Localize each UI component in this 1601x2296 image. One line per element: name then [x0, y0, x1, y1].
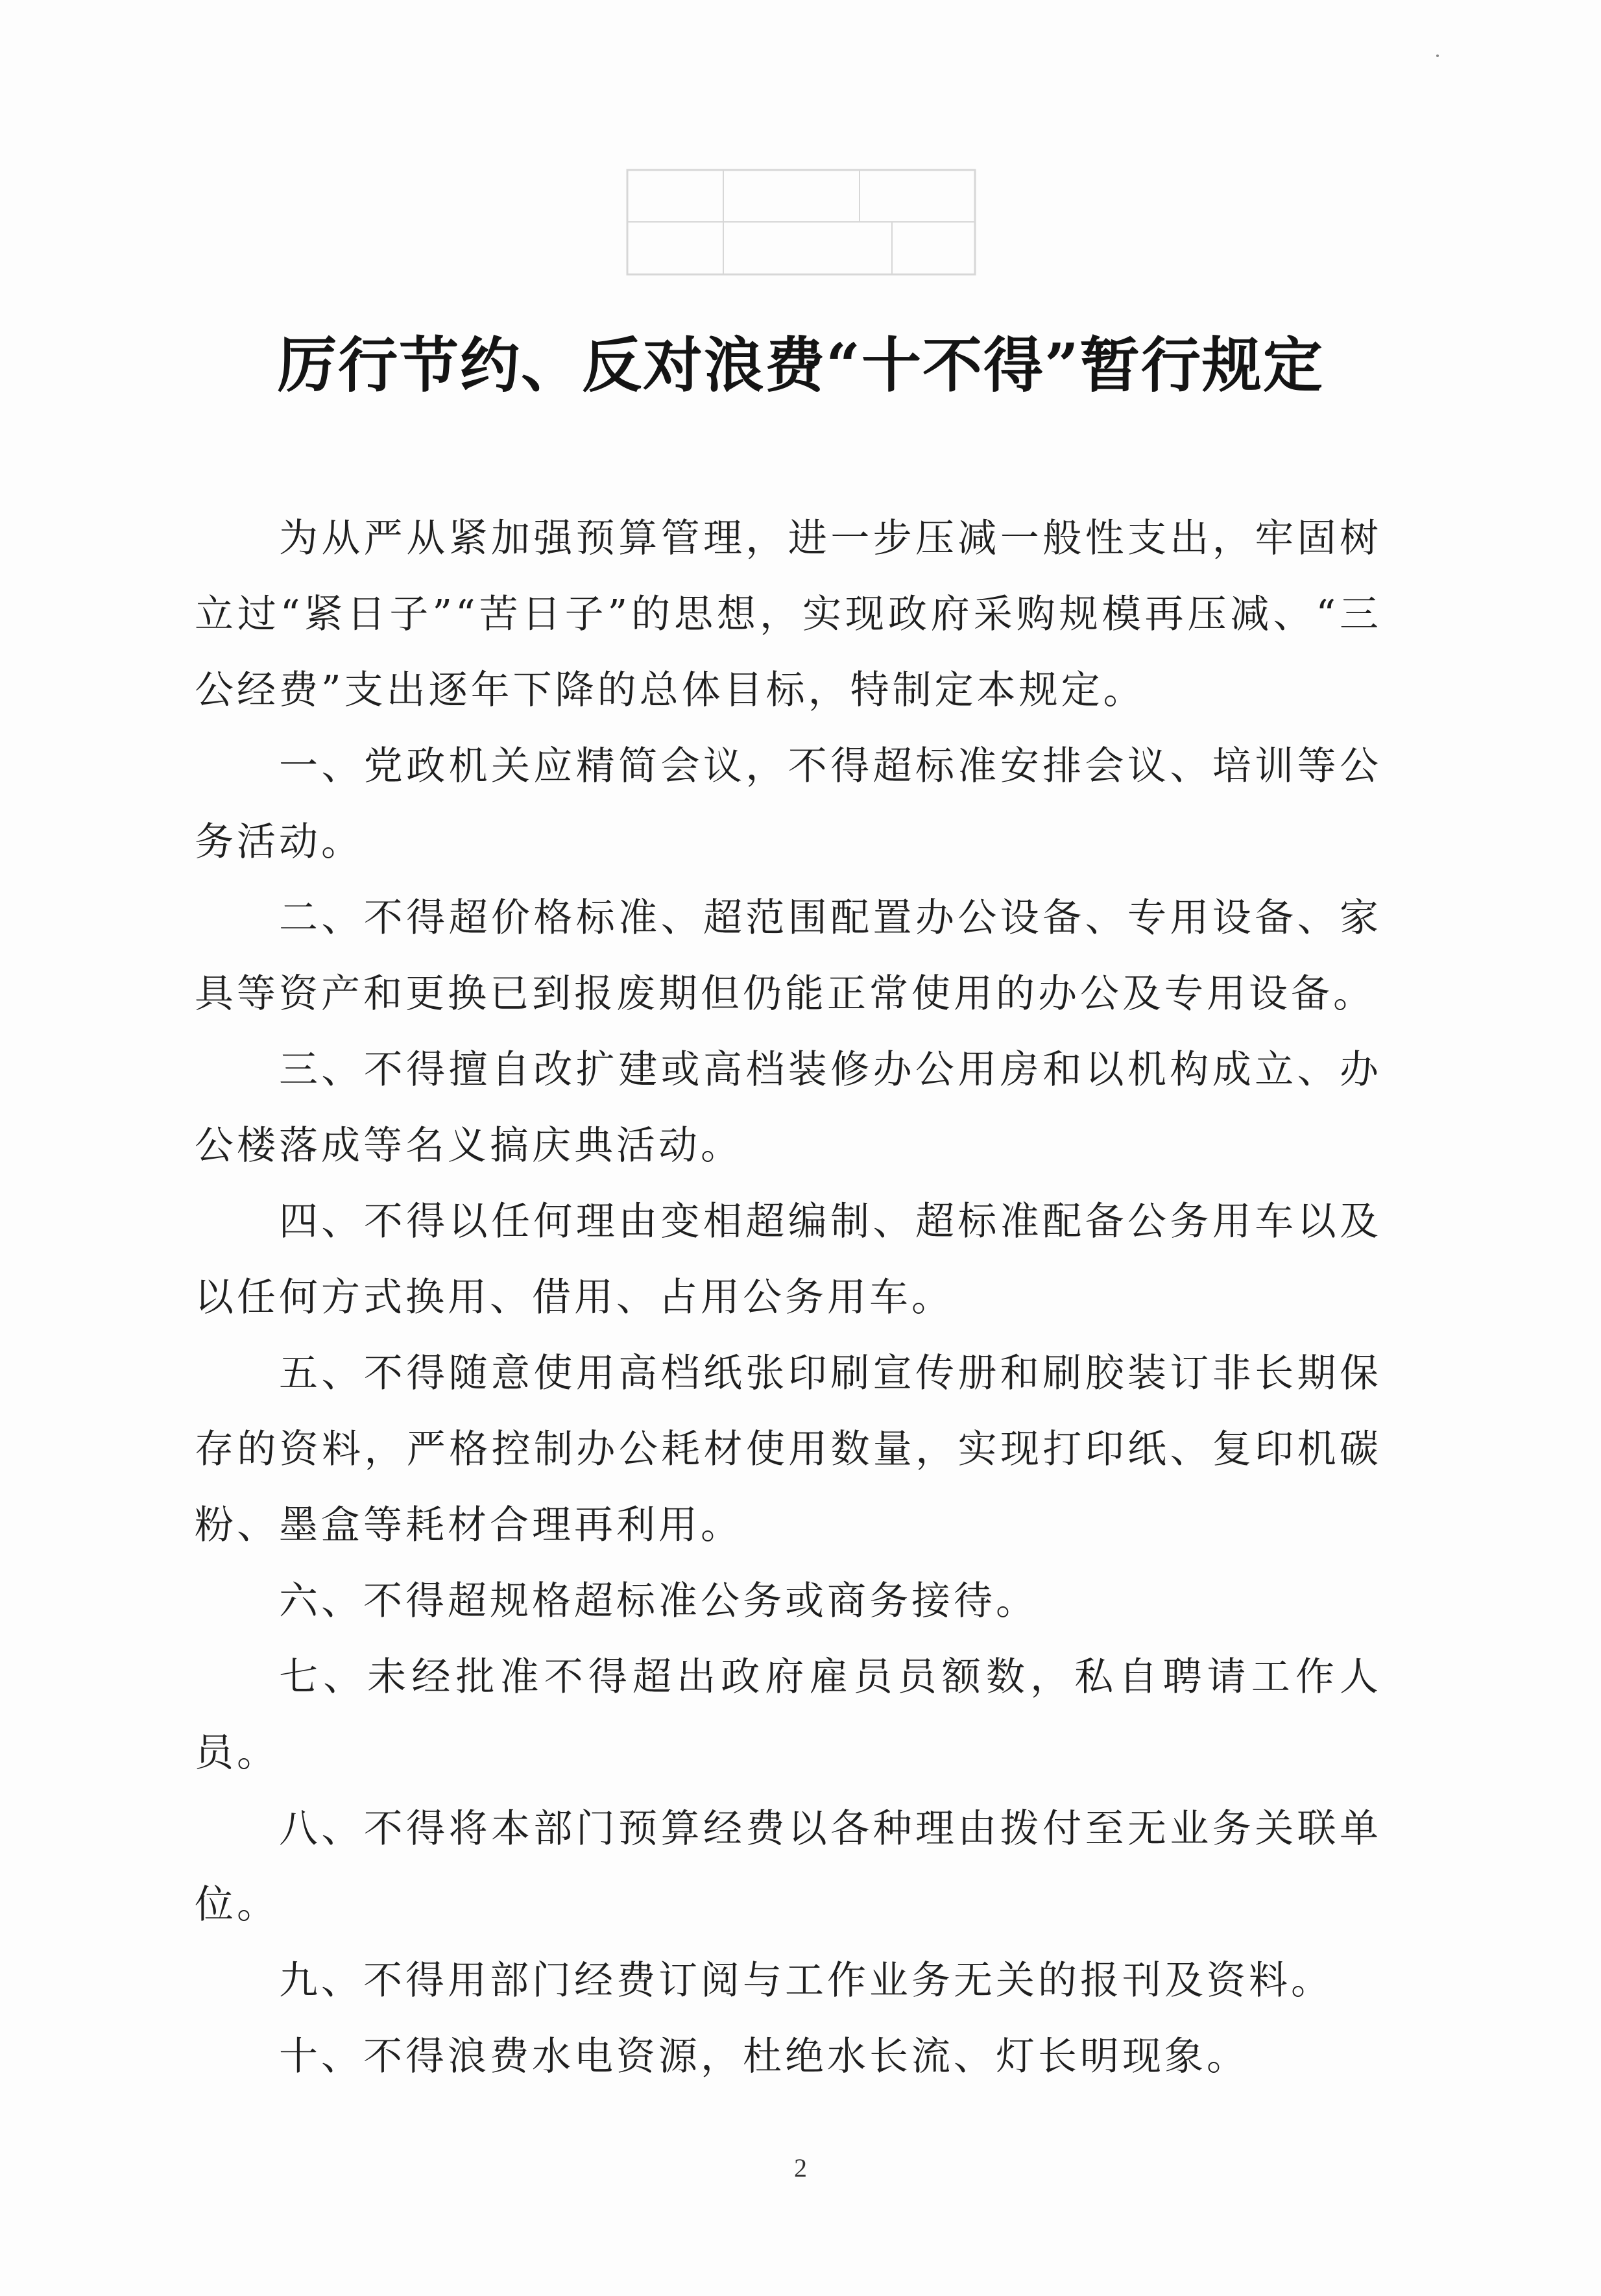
- rule-item-1: 一、党政机关应精简会议，不得超标准安排会议、培训等公务活动。: [195, 743, 1382, 865]
- rule-item-7: 七、未经批准不得超出政府雇员员额数，私自聘请工作人员。: [195, 1654, 1382, 1776]
- rule-item-4: 四、不得以任何理由变相超编制、超标准配备公务用车以及以任何方式换用、借用、占用公务用车。: [195, 1199, 1382, 1320]
- rule-item-5: 五、不得随意使用高档纸张印刷宣传册和刷胶装订非长期保存的资料，严格控制办公耗材使用数量，实现打印纸、复印机碳粉、墨盒等耗材合理再利用。: [195, 1351, 1382, 1548]
- page-number: 2: [794, 2153, 807, 2182]
- intro-paragraph: 为从严从紧加强预算管理，进一步压减一般性支出，牢固树立过“紧日子”“苦日子”的思想，实现政府采购规模再压减、“三公经费”支出逐年下降的总体目标，特制定本规定。: [195, 516, 1382, 713]
- scan-speck: [1436, 54, 1439, 57]
- document-body: [195, 501, 1382, 2095]
- rule-item-10: 十、不得浪费水电资源，杜绝水长流、灯长明现象。: [279, 2034, 1249, 2079]
- rule-item-9: 九、不得用部门经费订阅与工作业务无关的报刊及资料。: [279, 1958, 1333, 2003]
- rule-item-2: 二、不得超价格标准、超范围配置办公设备、专用设备、家具等资产和更换已到报废期但仍能正常使用的办公及专用设备。: [195, 895, 1382, 1017]
- faint-stamp-box: [626, 169, 976, 276]
- document-title: 厉行节约、反对浪费“十不得”暂行规定: [277, 330, 1324, 400]
- rule-item-6: 六、不得超规格超标准公务或商务接待。: [279, 1578, 1038, 1624]
- rule-item-8: 八、不得将本部门预算经费以各种理由拨付至无业务关联单位。: [195, 1806, 1382, 1927]
- rule-item-3: 三、不得擅自改扩建或高档装修办公用房和以机构成立、办公楼落成等名义搞庆典活动。: [195, 1047, 1382, 1168]
